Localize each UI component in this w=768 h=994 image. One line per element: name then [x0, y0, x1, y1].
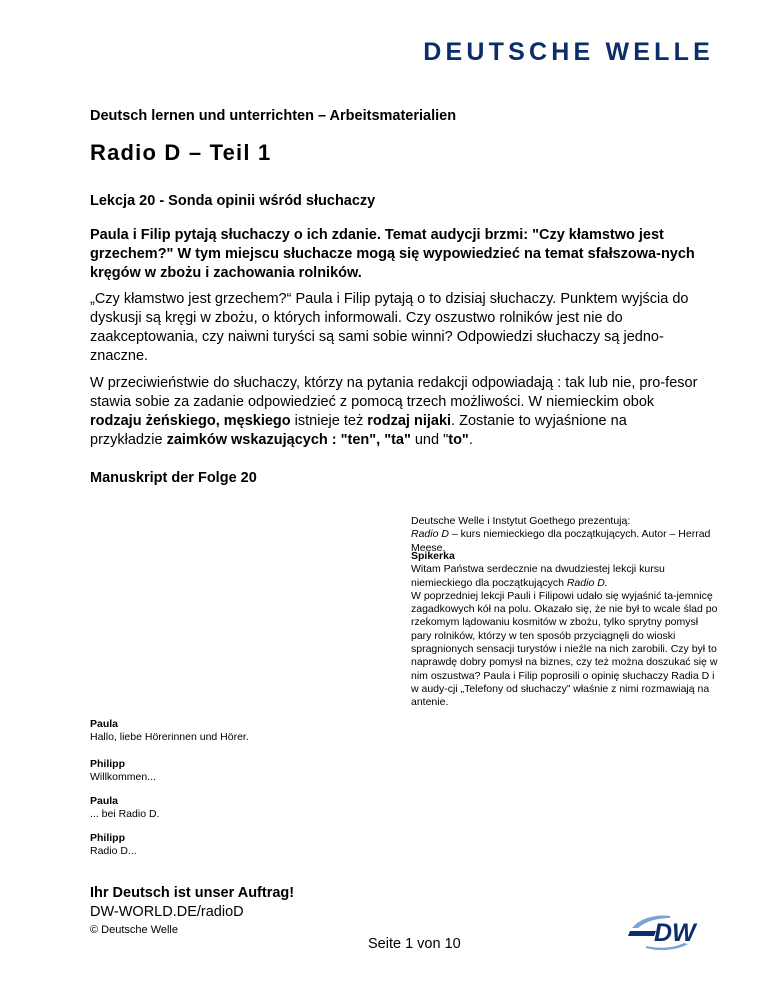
deutsche-welle-wordmark: DEUTSCHE WELLE: [423, 38, 714, 66]
dialogue-entry: [90, 795, 159, 822]
footer-url[interactable]: DW-WORLD.DE/radioD: [90, 904, 244, 920]
footer-copyright: © Deutsche Welle: [90, 924, 178, 936]
show-name: Radio D: [411, 528, 449, 541]
bold-run: rodzaj nijaki: [367, 413, 452, 429]
speaker-label: Philipp: [90, 758, 125, 770]
lesson-paragraph-1: „Czy kłamstwo jest grzechem?“ Paula i Filip pytają o to dzisiaj słuchaczy. Punktem wyjścia do dyskusji są kręgi w zbożu, o których informowali. Czy oszustwo rolników jest nie do zaakceptowania, czy naiwni turyści są sami sobie winni? Odpowiedzi słuchaczy są jedno-znaczne.: [90, 291, 689, 364]
document-title: Radio D – Teil 1: [90, 140, 272, 165]
credits-line-1: Deutsche Welle i Instytut Goethego prezentują:: [411, 515, 631, 527]
speaker-label: Philipp: [90, 832, 125, 844]
announcer-block: [411, 550, 719, 710]
dialogue-entry: [90, 832, 137, 859]
dialogue-line: Willkommen...: [90, 771, 156, 784]
dialogue-line: Hallo, liebe Hörerinnen und Hörer.: [90, 731, 249, 744]
credits-block: [411, 515, 719, 555]
dialogue-line: ... bei Radio D.: [90, 808, 160, 821]
text-run: und ": [410, 432, 449, 448]
text-run: . Zostanie to wyjaśnione na przykładzie: [90, 413, 627, 448]
dialogue-line: Radio D...: [90, 845, 137, 858]
bold-run: rodzaju żeńskiego, męskiego: [90, 413, 291, 429]
footer-slogan: Ihr Deutsch ist unser Auftrag!: [90, 885, 295, 901]
announcer-text: W poprzedniej lekcji Pauli i Filipowi udało się wyjaśnić ta-jemnicę zagadkowych kół na polu. Okazało się, że nie był to wcale ślad po rzekomym lądowaniu kosmitów w zbożu, tylko sprytny pomysł pary rolników, którzy w ten sposób przyciągnęli do wioski spragnionych sensacji turystów i nieźle na nich zarobili. Czy był to naprawdę dobry pomysł na biznes, czy też można doszukać się w nim oszustwa? Paula i Filip poprosili o opinię słuchaczy Radia D i w audy-cji „Telefony od słuchaczy” właśnie z nimi rozmawiają na antenie.: [411, 589, 718, 709]
text-run: istnieje też: [290, 413, 368, 429]
speaker-label: Paula: [90, 795, 119, 807]
dialogue-entry: [90, 758, 156, 785]
page-number: Seite 1 von 10: [368, 936, 461, 952]
lesson-paragraph-2: [90, 374, 700, 450]
show-name: Radio D.: [566, 576, 608, 589]
credits-line-2: – kurs niemieckiego dla początkujących. Autor – Herrad Meese.: [411, 528, 711, 554]
speaker-label: Spikerka: [411, 550, 455, 562]
announcer-text: Witam Państwa serdecznie na dwudziestej lekcji kursu niemieckiego dla początkujących: [411, 563, 665, 589]
speaker-label: Paula: [90, 718, 119, 730]
logo-text: DW: [654, 919, 696, 947]
lesson-intro: Paula i Filip pytają słuchaczy o ich zdanie. Temat audycji brzmi: "Czy kłamstwo jest grzechem?" W tym miejscu słuchacze mogą się wypowiedzieć na temat sfałszowa-nych kręgów w zbożu i zachowania rolników.: [90, 227, 695, 281]
manuscript-heading: Manuskript der Folge 20: [90, 470, 257, 486]
bold-run: zaimków wskazujących : "ten", "ta": [166, 432, 411, 448]
text-run: W przeciwieństwie do słuchaczy, którzy na pytania redakcji odpowiadają : tak lub nie, pro-fesor stawia sobie za zadanie odpowiedzieć z pomocą trzech możliwości. W niemieckim obok: [90, 375, 698, 410]
document-subtitle: Deutsch lernen und unterrichten – Arbeitsmaterialien: [90, 108, 457, 124]
lesson-title: Lekcja 20 - Sonda opinii wśród słuchaczy: [90, 193, 376, 209]
text-run: .: [468, 432, 473, 448]
bold-run: to": [448, 432, 469, 448]
dw-logo-icon: [626, 912, 718, 954]
dialogue-entry: [90, 718, 249, 745]
